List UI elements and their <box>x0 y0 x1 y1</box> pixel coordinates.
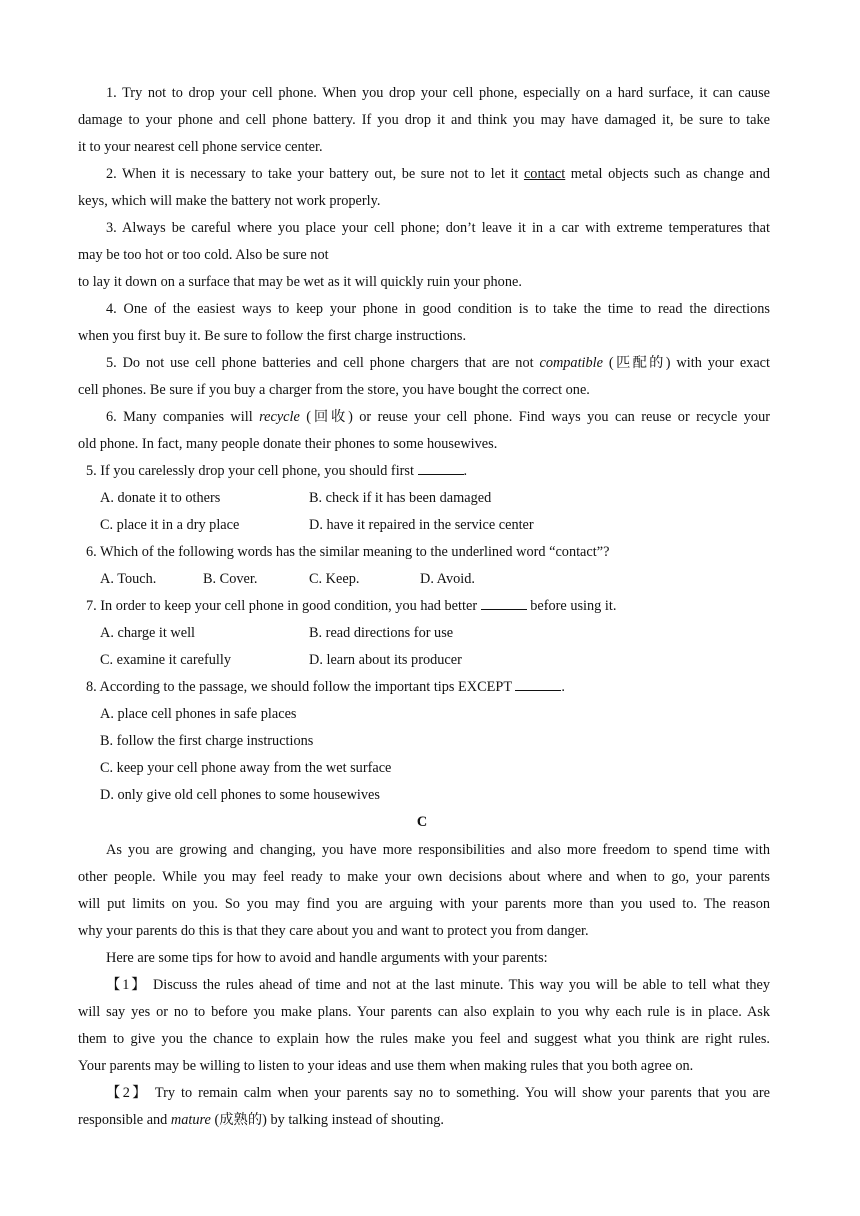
question-stem <box>86 597 616 615</box>
passage-line <box>78 1111 444 1129</box>
passage-text: (回收) or reuse your cell phone. Find ways you can reuse or recycle your <box>299 409 770 425</box>
passage-text: responsible and <box>78 1112 171 1128</box>
passage-text: Try to remain calm when your parents say no to something. You will show your parents that you are <box>148 1085 770 1101</box>
option-a: A. place cell phones in safe places <box>100 706 297 722</box>
passage-line: old phone. In fact, many people donate their phones to some housewives. <box>78 436 498 452</box>
question-text: before using it. <box>526 598 617 614</box>
option-d: D. have it repaired in the service center <box>309 517 534 533</box>
answer-blank <box>481 597 527 610</box>
italic-word: compatible <box>539 355 603 371</box>
passage-line <box>106 408 770 426</box>
passage-text: Discuss the rules ahead of time and not at the last minute. This way you will be able to tell what they <box>147 977 770 993</box>
passage-line: will put limits on you. So you may find you are arguing with your parents more than you used to. The reason <box>78 896 770 912</box>
answer-blank <box>515 678 561 691</box>
passage-line: will say yes or no to before you make plans. Your parents can also explain to you why each rule is in place. Ask <box>78 1004 770 1020</box>
answer-blank <box>418 462 464 475</box>
passage-line: them to give you the chance to explain how the rules make you feel and suggest what you think are right rules. <box>78 1031 770 1047</box>
passage-line: 3. Always be careful where you place your cell phone; don’t leave it in a car with extreme temperatures that <box>106 220 770 236</box>
option-d: D. learn about its producer <box>309 652 462 668</box>
passage-line: cell phones. Be sure if you buy a charger from the store, you have bought the correct one. <box>78 382 590 398</box>
passage-line: when you first buy it. Be sure to follow the first charge instructions. <box>78 328 467 344</box>
option-c: C. keep your cell phone away from the wet surface <box>100 760 392 776</box>
passage-line: As you are growing and changing, you have more responsibilities and also more freedom to spend time with <box>106 842 770 858</box>
passage-line: it to your nearest cell phone service center. <box>78 139 323 155</box>
passage-line <box>106 165 770 183</box>
question-text: 7. In order to keep your cell phone in good condition, you had better <box>86 598 481 614</box>
passage-text: 2. When it is necessary to take your battery out, be sure not to let it <box>106 166 524 182</box>
option-c: C. examine it carefully <box>100 652 232 668</box>
italic-word: mature <box>170 1112 211 1128</box>
option-d: D. Avoid. <box>420 571 475 587</box>
passage-line: may be too hot or too cold. Also be sure not <box>78 247 329 263</box>
option-b: B. Cover. <box>203 571 258 587</box>
passage-text: metal objects such as change and <box>565 166 770 182</box>
passage-text: (成熟的) by talking instead of shouting. <box>210 1112 444 1128</box>
option-b: B. check if it has been damaged <box>309 490 492 506</box>
passage-line: Here are some tips for how to avoid and handle arguments with your parents: <box>106 950 548 966</box>
option-b: B. follow the first charge instructions <box>100 733 314 749</box>
option-a: A. charge it well <box>100 625 196 641</box>
passage-line: Your parents may be willing to listen to your ideas and use them when making rules that you both agree on. <box>78 1058 694 1074</box>
passage-line: why your parents do this is that they care about you and want to protect you from danger. <box>78 923 589 939</box>
option-c: C. Keep. <box>309 571 360 587</box>
passage-line <box>106 354 770 372</box>
passage-line: 4. One of the easiest ways to keep your phone in good condition is to take the time to read the directions <box>106 301 770 317</box>
passage-line: keys, which will make the battery not work properly. <box>78 193 381 209</box>
option-c: C. place it in a dry place <box>100 517 240 533</box>
passage-text: (匹配的) with your exact <box>603 355 770 371</box>
question-text: . <box>561 679 565 695</box>
question-stem <box>86 462 467 480</box>
option-b: B. read directions for use <box>309 625 454 641</box>
question-stem: 6. Which of the following words has the similar meaning to the underlined word “contact”? <box>86 544 610 560</box>
question-text: 5. If you carelessly drop your cell phone, you should first <box>86 463 418 479</box>
option-d: D. only give old cell phones to some housewives <box>100 787 380 803</box>
question-stem <box>86 678 565 696</box>
question-text: 8. According to the passage, we should follow the important tips EXCEPT <box>86 679 516 695</box>
option-a: A. Touch. <box>100 571 157 587</box>
passage-line <box>106 1084 770 1102</box>
section-heading: C <box>416 814 428 830</box>
tip-number-2: 【2】 <box>106 1085 149 1101</box>
italic-word: recycle <box>259 409 300 425</box>
option-a: A. donate it to others <box>100 490 221 506</box>
passage-line: damage to your phone and cell phone battery. If you drop it and think you may have damaged it, be sure to take <box>78 112 770 128</box>
underlined-word-contact: contact <box>523 166 566 182</box>
passage-text: 6. Many companies will <box>106 409 260 425</box>
tip-number-1: 【1】 <box>106 977 148 993</box>
passage-line: other people. While you may feel ready to make your own decisions about where and when to go, your parents <box>78 869 770 885</box>
passage-line: 1. Try not to drop your cell phone. When you drop your cell phone, especially on a hard surface, it can cause <box>106 85 770 101</box>
passage-line <box>106 976 770 994</box>
question-text: . <box>463 463 468 479</box>
passage-text: 5. Do not use cell phone batteries and cell phone chargers that are not <box>106 355 540 371</box>
passage-line: to lay it down on a surface that may be wet as it will quickly ruin your phone. <box>78 274 522 290</box>
